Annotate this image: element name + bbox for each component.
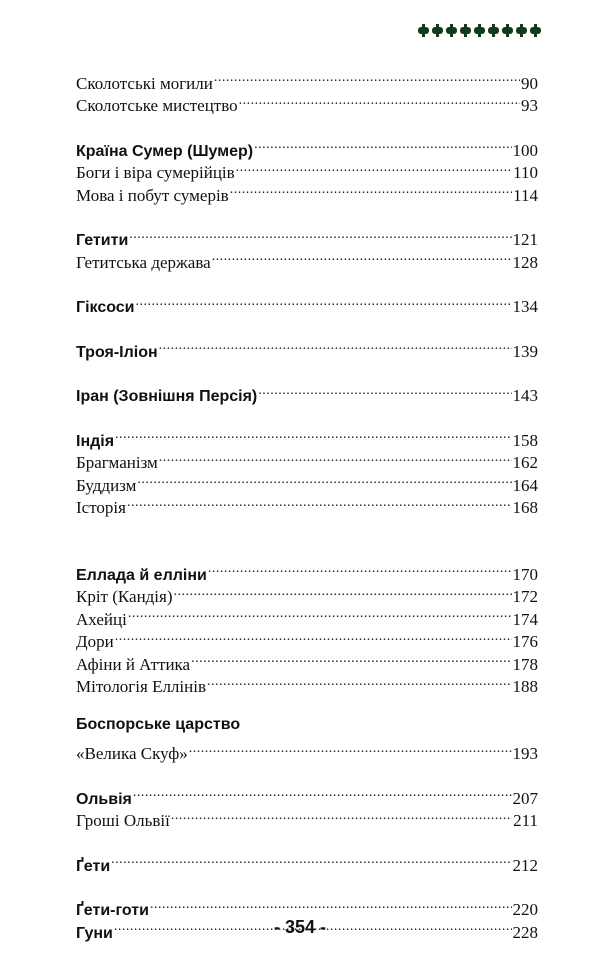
page-number: - 354 - bbox=[273, 917, 327, 937]
dot-leader bbox=[230, 178, 512, 201]
toc-page-number: 212 bbox=[512, 855, 538, 875]
dot-leader bbox=[214, 66, 520, 89]
toc-page-number: 162 bbox=[512, 453, 538, 472]
dot-leader bbox=[150, 893, 512, 916]
toc-subsection-title: Гроші Ольвії bbox=[76, 811, 170, 830]
toc-subsection-title: Гетитська держава bbox=[76, 252, 211, 272]
toc-entry bbox=[76, 446, 538, 472]
toc-section-title: Еллада й елліни bbox=[76, 566, 207, 584]
dot-leader bbox=[159, 334, 512, 357]
toc-subsection-title: Дори bbox=[76, 632, 114, 651]
dot-leader bbox=[254, 133, 511, 156]
dot-leader bbox=[189, 737, 512, 760]
dot-leader bbox=[136, 290, 512, 313]
toc-page-number: 134 bbox=[512, 297, 538, 316]
toc-section-title: Іран (Зовнішня Персія) bbox=[76, 388, 258, 405]
dot-leader bbox=[133, 781, 512, 804]
toc-page-number: 164 bbox=[512, 475, 538, 495]
toc-section-title: Ольвія bbox=[76, 790, 132, 808]
ornament-motif bbox=[473, 24, 486, 37]
toc-page-number: 93 bbox=[521, 96, 538, 115]
toc-entry bbox=[76, 223, 538, 249]
toc-entry bbox=[76, 893, 538, 919]
section-spacer bbox=[76, 871, 538, 893]
toc-section-title: Країна Сумер (Шумер) bbox=[76, 142, 254, 160]
toc-section-title: Гетити bbox=[76, 232, 129, 249]
toc-subsection-title: Мітологія Еллінів bbox=[76, 677, 206, 696]
dot-leader bbox=[174, 580, 512, 603]
header-ornament bbox=[417, 24, 542, 37]
toc-section-title: Ґети bbox=[76, 857, 111, 875]
ornament-motif bbox=[417, 24, 430, 37]
toc-subsection-title: Боги і віра сумерійців bbox=[76, 163, 235, 182]
toc-page-number: 121 bbox=[512, 230, 538, 249]
toc-section-title: Боспорське царство bbox=[76, 716, 241, 733]
toc-entry bbox=[76, 848, 538, 875]
dot-leader bbox=[111, 848, 511, 871]
dot-leader bbox=[137, 468, 511, 491]
toc-entry bbox=[76, 714, 538, 737]
toc-page-number: 207 bbox=[512, 788, 538, 808]
section-spacer bbox=[76, 535, 538, 557]
toc-page-number: 172 bbox=[512, 587, 538, 606]
toc-section-title: Гуни bbox=[76, 924, 113, 942]
toc-entry bbox=[76, 625, 538, 651]
dot-leader bbox=[191, 647, 511, 670]
toc-entry bbox=[76, 804, 538, 830]
toc-section-title: Ґети-готи bbox=[76, 902, 149, 919]
ornament-motif bbox=[529, 24, 542, 37]
toc-entry bbox=[76, 647, 538, 674]
toc-subsection-title: Буддизм bbox=[76, 475, 137, 495]
ornament-motif bbox=[501, 24, 514, 37]
dot-leader bbox=[115, 625, 512, 648]
dot-leader bbox=[239, 89, 520, 112]
toc-entry bbox=[76, 290, 538, 316]
toc-page-number: 170 bbox=[512, 564, 538, 584]
toc-entry bbox=[76, 491, 538, 517]
ornament-motif bbox=[515, 24, 528, 37]
toc-entry bbox=[76, 133, 538, 160]
dot-leader bbox=[129, 223, 511, 246]
dot-leader bbox=[127, 491, 512, 514]
toc-page-number: 193 bbox=[512, 744, 538, 763]
toc-entry bbox=[76, 66, 538, 93]
table-of-contents bbox=[76, 66, 538, 942]
toc-page-number: 90 bbox=[521, 73, 538, 93]
ornament-motif bbox=[431, 24, 444, 37]
dot-leader bbox=[207, 670, 512, 693]
dot-leader bbox=[171, 804, 512, 827]
dot-leader bbox=[212, 245, 512, 268]
toc-entry bbox=[76, 781, 538, 808]
dot-leader bbox=[115, 423, 511, 446]
toc-subsection-title: Кріт (Кандія) bbox=[76, 587, 173, 606]
toc-page-number: 128 bbox=[512, 252, 538, 272]
toc-page-number: 168 bbox=[512, 498, 538, 517]
toc-page-number: 178 bbox=[512, 654, 538, 674]
toc-subsection-title: Сколотські могили bbox=[76, 73, 213, 93]
toc-page-number: 100 bbox=[512, 140, 538, 160]
toc-page-number: 211 bbox=[513, 811, 538, 830]
toc-page-number: 176 bbox=[512, 632, 538, 651]
toc-entry bbox=[76, 379, 538, 405]
dot-leader bbox=[258, 379, 511, 402]
toc-page-number: 139 bbox=[512, 341, 538, 361]
toc-page-number: 158 bbox=[512, 430, 538, 450]
section-spacer bbox=[76, 312, 538, 334]
section-spacer bbox=[76, 513, 538, 535]
toc-page-number: 174 bbox=[512, 609, 538, 629]
toc-subsection-title: Брагманізм bbox=[76, 453, 158, 472]
toc-section-title: Троя-Іліон bbox=[76, 343, 158, 361]
toc-section-title: Індія bbox=[76, 432, 115, 450]
toc-entry bbox=[76, 423, 538, 450]
toc-page-number: 220 bbox=[512, 900, 538, 919]
toc-page-number: 188 bbox=[512, 677, 538, 696]
toc-entry bbox=[76, 737, 538, 763]
toc-entry bbox=[76, 334, 538, 361]
ornament-motif bbox=[459, 24, 472, 37]
toc-entry bbox=[76, 468, 538, 495]
toc-subsection-title: Мова і побут сумерів bbox=[76, 185, 229, 205]
toc-page-number: 114 bbox=[513, 185, 538, 205]
ornament-motif bbox=[487, 24, 500, 37]
toc-page-number: 228 bbox=[512, 922, 538, 942]
toc-subsection-title: Афіни й Аттика bbox=[76, 654, 191, 674]
toc-page-number: 110 bbox=[513, 163, 538, 182]
dot-leader bbox=[128, 602, 512, 625]
toc-section-title: Гіксоси bbox=[76, 299, 135, 316]
dot-leader bbox=[208, 557, 512, 580]
toc-subsection-title: Історія bbox=[76, 498, 126, 517]
ornament-motif bbox=[445, 24, 458, 37]
toc-entry bbox=[76, 557, 538, 584]
toc-subsection-title: Сколотське мистецтво bbox=[76, 96, 238, 115]
toc-entry bbox=[76, 602, 538, 629]
toc-page-number: 143 bbox=[512, 386, 538, 405]
toc-entry bbox=[76, 245, 538, 272]
dot-leader bbox=[236, 156, 512, 179]
dot-leader bbox=[159, 446, 512, 469]
toc-subsection-title: «Велика Скуф» bbox=[76, 744, 188, 763]
toc-subsection-title: Ахейці bbox=[76, 609, 127, 629]
